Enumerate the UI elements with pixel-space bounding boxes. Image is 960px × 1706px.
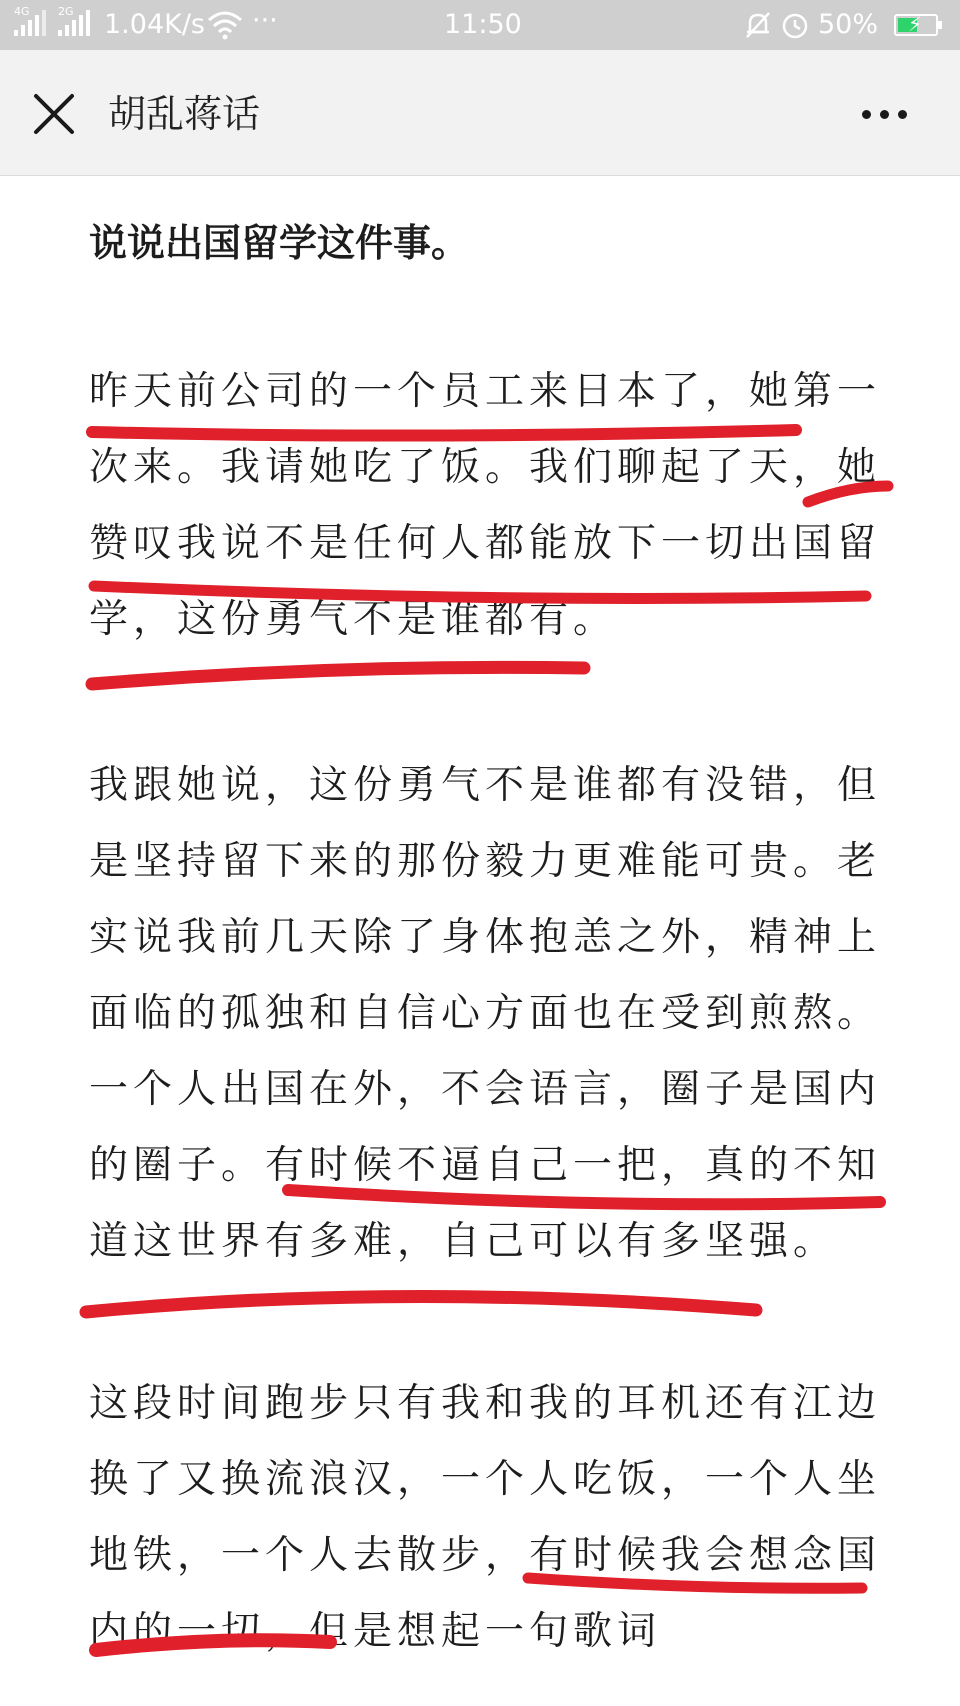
paragraph-line: 次来。我请她吃了饭。我们聊起了天，她 bbox=[89, 445, 882, 490]
underline-marker bbox=[92, 667, 584, 684]
sim2-label: 2G bbox=[58, 5, 74, 18]
alarm-icon bbox=[780, 10, 810, 40]
paragraph-line: 赞叹我说不是任何人都能放下一切出国留 bbox=[89, 521, 882, 566]
clock: 11:50 bbox=[444, 9, 522, 40]
battery-percent: 50% bbox=[818, 9, 879, 40]
paragraph-line: 地铁，一个人去散步，有时候我会想念国 bbox=[89, 1533, 882, 1578]
sim1-label: 4G bbox=[14, 5, 30, 18]
paragraph-3 bbox=[89, 1366, 889, 1670]
battery-icon: ⚡ bbox=[894, 14, 938, 36]
paragraph-line: 道这世界有多难，自己可以有多坚强。 bbox=[89, 1219, 838, 1264]
network-speed: 1.04K/s bbox=[104, 9, 205, 40]
nav-title: 胡乱蒋话 bbox=[108, 92, 261, 136]
underline-marker bbox=[86, 1296, 756, 1312]
paragraph-line: 我跟她说，这份勇气不是谁都有没错，但 bbox=[89, 763, 882, 808]
paragraph-line: 一个人出国在外，不会语言，圈子是国内 bbox=[89, 1067, 882, 1112]
paragraph-line: 面临的孤独和自信心方面也在受到煎熬。 bbox=[89, 991, 882, 1036]
signal-sim1-icon bbox=[14, 5, 48, 36]
wifi-icon bbox=[207, 10, 243, 40]
nav-bar bbox=[0, 50, 960, 176]
paragraph-line: 的圈子。有时候不逼自己一把，真的不知 bbox=[89, 1143, 882, 1188]
paragraph-line: 实说我前几天除了身体抱恙之外，精神上 bbox=[89, 915, 882, 960]
paragraph-line: 学，这份勇气不是谁都有。 bbox=[89, 597, 618, 642]
close-button[interactable] bbox=[30, 90, 78, 138]
close-icon bbox=[30, 90, 78, 138]
more-button[interactable] bbox=[850, 90, 920, 138]
paragraph-1 bbox=[89, 354, 889, 658]
paragraph-line: 这段时间跑步只有我和我的耳机还有江边 bbox=[89, 1381, 882, 1426]
signal-sim2-icon bbox=[58, 5, 92, 36]
mute-bell-icon bbox=[744, 10, 772, 40]
status-dots: ··· bbox=[252, 5, 278, 36]
paragraph-line: 换了又换流浪汉，一个人吃饭，一个人坐 bbox=[89, 1457, 882, 1502]
paragraph-2 bbox=[89, 748, 889, 1280]
article-title: 说说出国留学这件事。 bbox=[89, 221, 470, 265]
more-icon bbox=[862, 110, 871, 119]
paragraph-line: 昨天前公司的一个员工来日本了，她第一 bbox=[89, 369, 882, 414]
status-bar bbox=[0, 0, 960, 50]
paragraph-line: 是坚持留下来的那份毅力更难能可贵。老 bbox=[89, 839, 882, 884]
paragraph-line: 内的一切，但是想起一句歌词 bbox=[89, 1609, 662, 1654]
